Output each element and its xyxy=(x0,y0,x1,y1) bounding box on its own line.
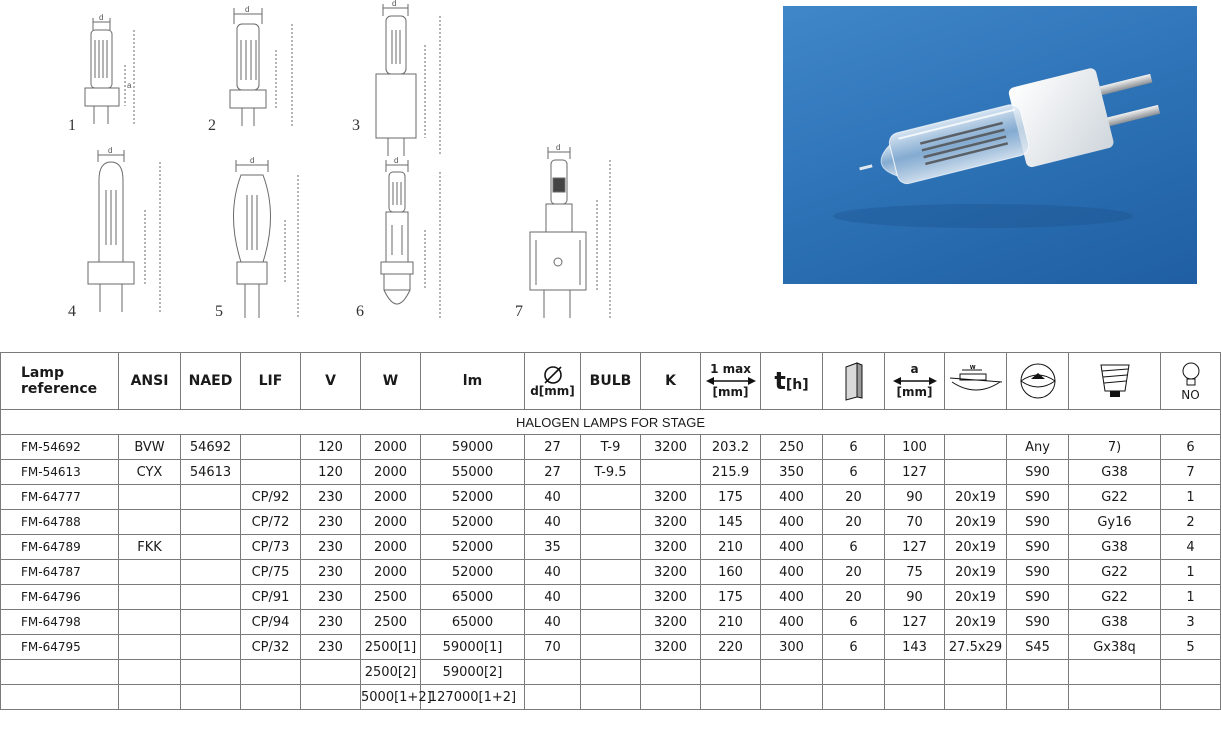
cell-burning-position: S90 xyxy=(1007,485,1069,510)
cell-bulb xyxy=(581,585,641,610)
cell-burning-position: S90 xyxy=(1007,535,1069,560)
light-bulb-icon xyxy=(1179,361,1203,389)
lamp-drawing-4 xyxy=(88,150,160,312)
cell-drawing-no: 2 xyxy=(1161,510,1221,535)
cell-light-center: 90 xyxy=(885,485,945,510)
cell-watts: 2000 xyxy=(361,485,421,510)
lamp-drawing-5 xyxy=(234,160,299,318)
cell-bulb xyxy=(581,510,641,535)
cell-package-qty: 6 xyxy=(823,435,885,460)
cell-drawing-no: 1 xyxy=(1161,560,1221,585)
drawing-number-2: 2 xyxy=(208,117,216,134)
cell-naed xyxy=(181,585,241,610)
cell-lumens: 55000 xyxy=(421,460,525,485)
header-bulb: BULB xyxy=(581,353,641,410)
table-row xyxy=(1,610,1221,635)
dim-d-1: d xyxy=(99,13,104,22)
lamp-base-icon xyxy=(1095,361,1135,401)
cell-drawing-no: 7 xyxy=(1161,460,1221,485)
cell-life: 400 xyxy=(761,510,823,535)
cell-naed xyxy=(181,610,241,635)
dim-d-2: d xyxy=(245,5,250,14)
lamp-drawings-svg xyxy=(0,0,770,345)
table-row xyxy=(1,460,1221,485)
cell-watts: 2500 xyxy=(361,585,421,610)
cell-max-length: 203.2 xyxy=(701,435,761,460)
cell-bulb xyxy=(581,685,641,710)
cell-drawing-no: 1 xyxy=(1161,485,1221,510)
table-row xyxy=(1,435,1221,460)
cell-base: Gx38q xyxy=(1069,635,1161,660)
cell-lif xyxy=(241,660,301,685)
cell-light-center: 90 xyxy=(885,585,945,610)
cell-lumens: 65000 xyxy=(421,585,525,610)
cell-max-length: 145 xyxy=(701,510,761,535)
cell-max-length xyxy=(701,660,761,685)
cell-volts: 230 xyxy=(301,535,361,560)
drawing-number-1: 1 xyxy=(68,117,76,134)
cell-lif: CP/91 xyxy=(241,585,301,610)
cell-watts: 2000 xyxy=(361,560,421,585)
cell-package-qty xyxy=(823,685,885,710)
header-life-hours: t[h] xyxy=(761,353,823,410)
cell-base: G38 xyxy=(1069,535,1161,560)
cell-package-qty: 20 xyxy=(823,510,885,535)
table-row xyxy=(1,635,1221,660)
cell-naed xyxy=(181,660,241,685)
cell-watts: 2500[2] xyxy=(361,660,421,685)
cell-package-qty: 20 xyxy=(823,560,885,585)
cell-lamp-ref: FM-64789 xyxy=(1,535,119,560)
cell-light-center: 70 xyxy=(885,510,945,535)
drawing-number-3: 3 xyxy=(352,117,360,134)
table-row xyxy=(1,660,1221,685)
header-package xyxy=(823,353,885,410)
cell-ansi: BVW xyxy=(119,435,181,460)
cell-lif: CP/94 xyxy=(241,610,301,635)
cell-lif: CP/32 xyxy=(241,635,301,660)
cell-filament-size: 27.5x29 xyxy=(945,635,1007,660)
cell-ansi xyxy=(119,610,181,635)
cell-lif: CP/92 xyxy=(241,485,301,510)
cell-drawing-no: 4 xyxy=(1161,535,1221,560)
cell-package-qty: 20 xyxy=(823,585,885,610)
table-row xyxy=(1,535,1221,560)
cell-light-center: 127 xyxy=(885,610,945,635)
cell-base xyxy=(1069,660,1161,685)
cell-max-length: 160 xyxy=(701,560,761,585)
cell-ansi: CYX xyxy=(119,460,181,485)
cell-color-temp: 3200 xyxy=(641,610,701,635)
cell-lif: CP/73 xyxy=(241,535,301,560)
filament-size-icon xyxy=(948,364,1004,398)
cell-burning-position: S90 xyxy=(1007,585,1069,610)
cell-watts: 2000 xyxy=(361,535,421,560)
drawing-number-6: 6 xyxy=(356,303,364,320)
cell-lamp-ref xyxy=(1,660,119,685)
cell-drawing-no: 6 xyxy=(1161,435,1221,460)
drawing-number-7: 7 xyxy=(515,303,523,320)
cell-diameter: 40 xyxy=(525,610,581,635)
header-ansi: ANSI xyxy=(119,353,181,410)
cell-drawing-no xyxy=(1161,685,1221,710)
cell-volts: 120 xyxy=(301,435,361,460)
cell-diameter: 27 xyxy=(525,435,581,460)
cell-diameter: 40 xyxy=(525,585,581,610)
cell-bulb xyxy=(581,660,641,685)
lamp-drawing-1 xyxy=(85,18,134,124)
cell-diameter: 70 xyxy=(525,635,581,660)
cell-color-temp xyxy=(641,460,701,485)
lamp-photo-svg xyxy=(783,6,1197,284)
cell-bulb xyxy=(581,635,641,660)
cell-life: 400 xyxy=(761,610,823,635)
cell-bulb xyxy=(581,485,641,510)
diameter-icon xyxy=(542,365,564,385)
header-max-length: 1 max [mm] xyxy=(701,353,761,410)
cell-volts xyxy=(301,660,361,685)
lamp-photo xyxy=(783,6,1197,284)
cell-diameter: 35 xyxy=(525,535,581,560)
drawing-number-5: 5 xyxy=(215,303,223,320)
cell-ansi xyxy=(119,635,181,660)
table-header-row xyxy=(1,353,1221,410)
cell-burning-position: S90 xyxy=(1007,560,1069,585)
cell-volts: 120 xyxy=(301,460,361,485)
header-light-center: a [mm] xyxy=(885,353,945,410)
cell-naed xyxy=(181,485,241,510)
cell-filament-size xyxy=(945,685,1007,710)
cell-naed: 54613 xyxy=(181,460,241,485)
cell-lamp-ref: FM-54613 xyxy=(1,460,119,485)
cell-base: G22 xyxy=(1069,560,1161,585)
header-burning-position xyxy=(1007,353,1069,410)
header-lif: LIF xyxy=(241,353,301,410)
drawing-number-4: 4 xyxy=(68,303,76,320)
cell-base xyxy=(1069,685,1161,710)
cell-naed xyxy=(181,560,241,585)
cell-lumens: 52000 xyxy=(421,560,525,585)
cell-diameter: 40 xyxy=(525,485,581,510)
cell-drawing-no: 3 xyxy=(1161,610,1221,635)
cell-naed xyxy=(181,635,241,660)
cell-burning-position: S45 xyxy=(1007,635,1069,660)
cell-package-qty xyxy=(823,660,885,685)
cell-drawing-no: 1 xyxy=(1161,585,1221,610)
cell-drawing-no xyxy=(1161,660,1221,685)
cell-burning-position xyxy=(1007,660,1069,685)
cell-bulb xyxy=(581,535,641,560)
cell-life: 250 xyxy=(761,435,823,460)
cell-color-temp: 3200 xyxy=(641,435,701,460)
cell-volts: 230 xyxy=(301,560,361,585)
cell-lamp-ref: FM-64787 xyxy=(1,560,119,585)
cell-lumens: 52000 xyxy=(421,485,525,510)
section-title: HALOGEN LAMPS FOR STAGE xyxy=(1,410,1221,435)
cell-base: G22 xyxy=(1069,485,1161,510)
cell-filament-size: 20x19 xyxy=(945,585,1007,610)
table-row xyxy=(1,685,1221,710)
header-color-temp: K xyxy=(641,353,701,410)
lamp-spec-table xyxy=(0,352,1221,710)
cell-base: Gy16 xyxy=(1069,510,1161,535)
cell-ansi: FKK xyxy=(119,535,181,560)
lamp-drawing-6 xyxy=(381,160,440,318)
cell-volts: 230 xyxy=(301,510,361,535)
cell-ansi xyxy=(119,560,181,585)
cell-bulb xyxy=(581,560,641,585)
cell-life: 350 xyxy=(761,460,823,485)
package-box-icon xyxy=(843,361,865,401)
header-drawing-number: NO xyxy=(1161,353,1221,410)
cell-lamp-ref: FM-64777 xyxy=(1,485,119,510)
lamp-dimension-drawings xyxy=(0,0,770,345)
cell-filament-size: 20x19 xyxy=(945,510,1007,535)
lamp-drawing-7 xyxy=(530,147,610,318)
table-row xyxy=(1,485,1221,510)
cell-filament-size xyxy=(945,660,1007,685)
cell-lamp-ref xyxy=(1,685,119,710)
cell-naed: 54692 xyxy=(181,435,241,460)
cell-filament-size: 20x19 xyxy=(945,560,1007,585)
cell-diameter xyxy=(525,685,581,710)
cell-watts: 2000 xyxy=(361,510,421,535)
cell-filament-size: 20x19 xyxy=(945,610,1007,635)
cell-max-length xyxy=(701,685,761,710)
header-diameter: d[mm] xyxy=(525,353,581,410)
cell-max-length: 175 xyxy=(701,585,761,610)
cell-naed xyxy=(181,535,241,560)
cell-volts xyxy=(301,685,361,710)
header-lamp-reference: Lamp reference xyxy=(1,353,119,410)
cell-ansi xyxy=(119,485,181,510)
cell-watts: 2000 xyxy=(361,460,421,485)
cell-lumens: 59000 xyxy=(421,435,525,460)
header-base xyxy=(1069,353,1161,410)
cell-filament-size xyxy=(945,435,1007,460)
cell-lumens: 52000 xyxy=(421,535,525,560)
cell-package-qty: 20 xyxy=(823,485,885,510)
cell-life xyxy=(761,660,823,685)
cell-package-qty: 6 xyxy=(823,610,885,635)
cell-base: 7) xyxy=(1069,435,1161,460)
cell-diameter: 27 xyxy=(525,460,581,485)
cell-lif: CP/72 xyxy=(241,510,301,535)
cell-max-length: 210 xyxy=(701,610,761,635)
dim-d-7: d xyxy=(556,143,561,152)
cell-package-qty: 6 xyxy=(823,535,885,560)
cell-watts: 2500[1] xyxy=(361,635,421,660)
cell-color-temp xyxy=(641,660,701,685)
cell-max-length: 210 xyxy=(701,535,761,560)
header-filament-size xyxy=(945,353,1007,410)
cell-base: G22 xyxy=(1069,585,1161,610)
cell-lumens: 65000 xyxy=(421,610,525,635)
cell-volts: 230 xyxy=(301,585,361,610)
cell-burning-position: S90 xyxy=(1007,510,1069,535)
cell-ansi xyxy=(119,510,181,535)
cell-diameter: 40 xyxy=(525,510,581,535)
cell-lumens: 52000 xyxy=(421,510,525,535)
cell-watts: 2500 xyxy=(361,610,421,635)
cell-lamp-ref: FM-64795 xyxy=(1,635,119,660)
cell-volts: 230 xyxy=(301,485,361,510)
cell-light-center: 75 xyxy=(885,560,945,585)
cell-color-temp: 3200 xyxy=(641,485,701,510)
cell-burning-position: S90 xyxy=(1007,610,1069,635)
cell-light-center: 100 xyxy=(885,435,945,460)
burning-position-icon xyxy=(1015,361,1061,401)
cell-package-qty: 6 xyxy=(823,635,885,660)
cell-lif xyxy=(241,685,301,710)
table-row xyxy=(1,585,1221,610)
cell-max-length: 220 xyxy=(701,635,761,660)
cell-life: 400 xyxy=(761,485,823,510)
cell-lif xyxy=(241,435,301,460)
cell-volts: 230 xyxy=(301,635,361,660)
header-naed: NAED xyxy=(181,353,241,410)
cell-base: G38 xyxy=(1069,460,1161,485)
lamp-drawing-3 xyxy=(376,4,440,156)
dim-d-5: d xyxy=(250,156,255,165)
cell-color-temp: 3200 xyxy=(641,535,701,560)
cell-ansi xyxy=(119,685,181,710)
header-watts: W xyxy=(361,353,421,410)
cell-burning-position xyxy=(1007,685,1069,710)
cell-lumens: 59000[2] xyxy=(421,660,525,685)
table-row xyxy=(1,510,1221,535)
cell-filament-size: 20x19 xyxy=(945,535,1007,560)
cell-light-center xyxy=(885,685,945,710)
cell-lif: CP/75 xyxy=(241,560,301,585)
cell-diameter xyxy=(525,660,581,685)
dim-d-4: d xyxy=(108,146,113,155)
cell-life: 400 xyxy=(761,535,823,560)
cell-ansi xyxy=(119,585,181,610)
cell-lamp-ref: FM-54692 xyxy=(1,435,119,460)
cell-life: 400 xyxy=(761,560,823,585)
cell-package-qty: 6 xyxy=(823,460,885,485)
cell-burning-position: Any xyxy=(1007,435,1069,460)
cell-color-temp: 3200 xyxy=(641,585,701,610)
cell-lumens: 59000[1] xyxy=(421,635,525,660)
cell-watts: 2000 xyxy=(361,435,421,460)
cell-naed xyxy=(181,685,241,710)
cell-bulb: T-9.5 xyxy=(581,460,641,485)
cell-lamp-ref: FM-64798 xyxy=(1,610,119,635)
cell-life: 300 xyxy=(761,635,823,660)
header-lumens: lm xyxy=(421,353,525,410)
section-title-row xyxy=(1,410,1221,435)
table-row xyxy=(1,560,1221,585)
lamp-drawing-2 xyxy=(230,8,292,126)
cell-life: 400 xyxy=(761,585,823,610)
cell-filament-size xyxy=(945,460,1007,485)
cell-light-center: 127 xyxy=(885,460,945,485)
cell-lif xyxy=(241,460,301,485)
cell-naed xyxy=(181,510,241,535)
cell-burning-position: S90 xyxy=(1007,460,1069,485)
cell-bulb: T-9 xyxy=(581,435,641,460)
cell-color-temp: 3200 xyxy=(641,510,701,535)
cell-watts: 5000[1+2] xyxy=(361,685,421,710)
cell-diameter: 40 xyxy=(525,560,581,585)
cell-max-length: 175 xyxy=(701,485,761,510)
cell-drawing-no: 5 xyxy=(1161,635,1221,660)
cell-base: G38 xyxy=(1069,610,1161,635)
cell-volts: 230 xyxy=(301,610,361,635)
cell-lumens: 127000[1+2] xyxy=(421,685,525,710)
dim-d-6: d xyxy=(394,156,399,165)
cell-light-center: 127 xyxy=(885,535,945,560)
cell-bulb xyxy=(581,610,641,635)
cell-color-temp xyxy=(641,685,701,710)
dim-d-3: d xyxy=(392,0,397,8)
cell-color-temp: 3200 xyxy=(641,560,701,585)
cell-light-center xyxy=(885,660,945,685)
cell-lamp-ref: FM-64788 xyxy=(1,510,119,535)
cell-color-temp: 3200 xyxy=(641,635,701,660)
cell-ansi xyxy=(119,660,181,685)
cell-life xyxy=(761,685,823,710)
header-volts: V xyxy=(301,353,361,410)
cell-max-length: 215.9 xyxy=(701,460,761,485)
cell-light-center: 143 xyxy=(885,635,945,660)
dim-a-1: a xyxy=(127,81,132,90)
svg-text:w: w xyxy=(969,364,975,371)
cell-filament-size: 20x19 xyxy=(945,485,1007,510)
cell-lamp-ref: FM-64796 xyxy=(1,585,119,610)
